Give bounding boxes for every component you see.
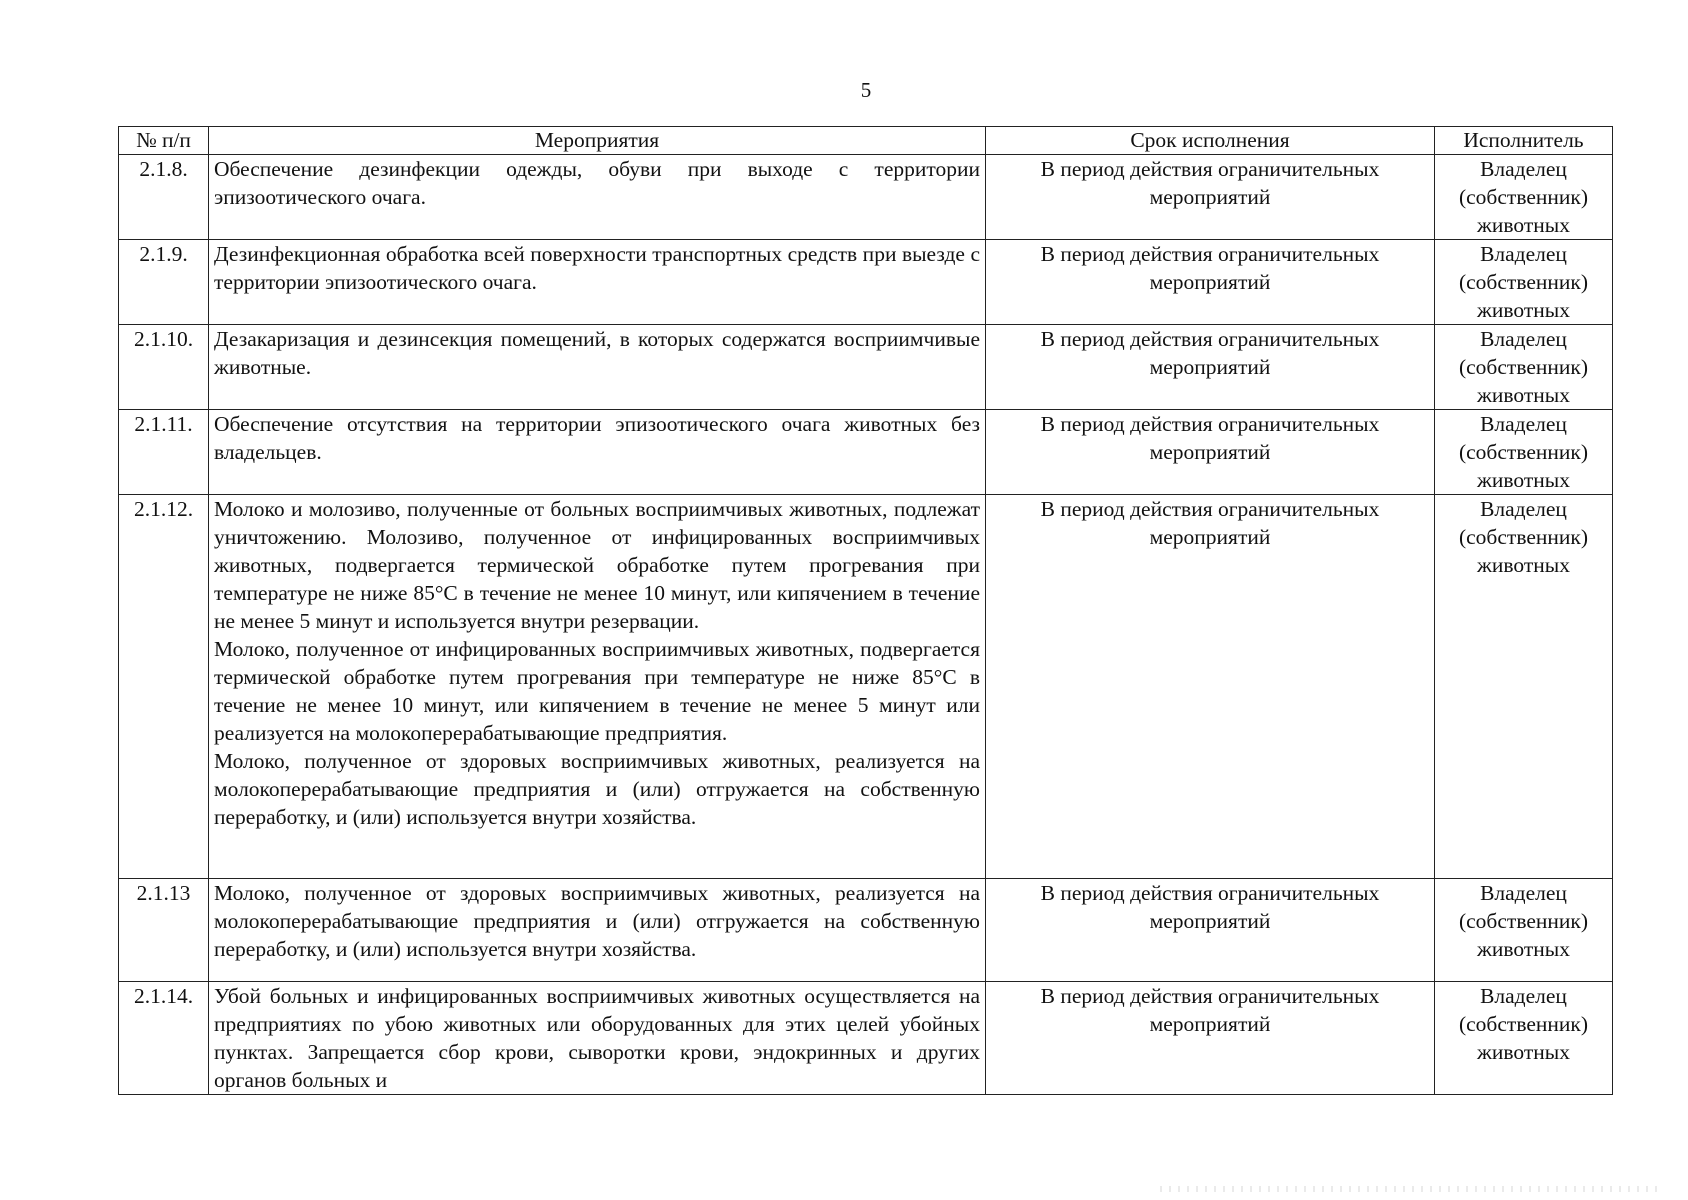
measure-cell (209, 155, 986, 240)
executor-line: Владелец (1480, 242, 1567, 266)
executor-line: (собственник) (1458, 355, 1589, 379)
executor-line: животных (1477, 468, 1570, 492)
row-number: 2.1.10. (119, 325, 209, 410)
table-row (119, 879, 1613, 982)
executor-line: животных (1477, 937, 1570, 961)
executor-cell (1435, 325, 1613, 410)
header-deadline: Срок исполнения (986, 127, 1435, 155)
scan-noise (1160, 1186, 1660, 1192)
measure-paragraph: Дезакаризация и дезинсекция помещений, в которых содержатся восприимчивые животные. (214, 327, 980, 379)
row-number: 2.1.9. (119, 240, 209, 325)
measure-paragraph: Убой больных и инфицированных восприимчивых животных осуществляется на предприятиях по убою животных или оборудованных для этих целей убойных пунктах. Запрещается сбор крови, сыворотки крови, эндокринных и других органов больных и (214, 984, 980, 1092)
executor-line: животных (1477, 213, 1570, 237)
measure-cell (209, 879, 986, 982)
executor-line: (собственник) (1458, 185, 1589, 209)
deadline-line: В период действия ограничительных (1040, 157, 1380, 181)
executor-line: животных (1477, 553, 1570, 577)
executor-line: Владелец (1480, 327, 1567, 351)
deadline-cell (986, 240, 1435, 325)
deadline-cell (986, 325, 1435, 410)
executor-line: (собственник) (1458, 525, 1589, 549)
row-number: 2.1.8. (119, 155, 209, 240)
measure-paragraph: Молоко и молозиво, полученные от больных восприимчивых животных, подлежат уничтожению. Молозиво, полученное от инфицированных восприимчивых животных, подвергается термической обработке путем прогревания при температуре не ниже 85°С в течение не менее 10 минут, или кипячением в течение не менее 5 минут и используется внутри резервации. (214, 497, 980, 633)
row-number: 2.1.13 (119, 879, 209, 982)
executor-line: Владелец (1480, 412, 1567, 436)
executor-cell (1435, 240, 1613, 325)
deadline-cell (986, 410, 1435, 495)
table-row (119, 495, 1613, 879)
executor-line: Владелец (1480, 881, 1567, 905)
deadline-cell (986, 495, 1435, 879)
executor-cell (1435, 410, 1613, 495)
measure-cell (209, 410, 986, 495)
deadline-line: мероприятий (1149, 440, 1271, 464)
deadline-cell (986, 155, 1435, 240)
executor-line: (собственник) (1458, 440, 1589, 464)
deadline-line: мероприятий (1149, 270, 1271, 294)
measure-paragraph: Молоко, полученное от здоровых восприимчивых животных, реализуется на молокоперерабатывающие предприятия и (или) отгружается на собственную переработку, и (или) используется внутри хозяйства. (214, 881, 980, 961)
measures-table (118, 126, 1613, 1095)
header-executor: Исполнитель (1435, 127, 1613, 155)
executor-line: животных (1477, 383, 1570, 407)
deadline-line: В период действия ограничительных (1040, 497, 1380, 521)
table-row (119, 982, 1613, 1095)
page-number: 5 (860, 78, 872, 102)
executor-line: (собственник) (1458, 270, 1589, 294)
table-header (119, 127, 1613, 155)
measure-paragraph: Дезинфекционная обработка всей поверхности транспортных средств при выезде с территории эпизоотического очага. (214, 242, 980, 294)
executor-line: (собственник) (1458, 1012, 1589, 1036)
measure-cell (209, 325, 986, 410)
measure-cell (209, 240, 986, 325)
deadline-line: В период действия ограничительных (1040, 984, 1380, 1008)
row-number: 2.1.14. (119, 982, 209, 1095)
table-body (119, 155, 1613, 1095)
measure-cell (209, 982, 986, 1095)
executor-cell (1435, 982, 1613, 1095)
deadline-line: В период действия ограничительных (1040, 881, 1380, 905)
measure-paragraph: Обеспечение отсутствия на территории эпизоотического очага животных без владельцев. (214, 412, 980, 464)
header-number: № п/п (119, 127, 209, 155)
measure-paragraph: Обеспечение дезинфекции одежды, обуви при выходе с территории эпизоотического очага. (214, 157, 980, 209)
deadline-cell (986, 982, 1435, 1095)
deadline-cell (986, 879, 1435, 982)
table-row (119, 410, 1613, 495)
deadline-line: мероприятий (1149, 185, 1271, 209)
deadline-line: В период действия ограничительных (1040, 327, 1380, 351)
row-number: 2.1.11. (119, 410, 209, 495)
executor-line: Владелец (1480, 984, 1567, 1008)
deadline-line: В период действия ограничительных (1040, 412, 1380, 436)
measure-paragraph: Молоко, полученное от инфицированных восприимчивых животных, подвергается термической обработке путем прогревания при температуре не ниже 85°С в течение не менее 10 минут, или кипячением в течение не менее 5 минут или реализуется на молокоперерабатывающие предприятия. (214, 637, 980, 745)
executor-line: Владелец (1480, 157, 1567, 181)
executor-line: (собственник) (1458, 909, 1589, 933)
executor-cell (1435, 495, 1613, 879)
table-row (119, 240, 1613, 325)
executor-line: животных (1477, 1040, 1570, 1064)
deadline-line: мероприятий (1149, 525, 1271, 549)
executor-line: животных (1477, 298, 1570, 322)
measure-cell (209, 495, 986, 879)
table-row (119, 325, 1613, 410)
executor-cell (1435, 879, 1613, 982)
header-measures: Мероприятия (209, 127, 986, 155)
row-number: 2.1.12. (119, 495, 209, 879)
deadline-line: мероприятий (1149, 355, 1271, 379)
deadline-line: мероприятий (1149, 909, 1271, 933)
deadline-line: В период действия ограничительных (1040, 242, 1380, 266)
table-row (119, 155, 1613, 240)
executor-line: Владелец (1480, 497, 1567, 521)
executor-cell (1435, 155, 1613, 240)
deadline-line: мероприятий (1149, 1012, 1271, 1036)
measure-paragraph: Молоко, полученное от здоровых восприимчивых животных, реализуется на молокоперерабатывающие предприятия и (или) отгружается на собственную переработку, и (или) используется внутри хозяйства. (214, 749, 980, 829)
